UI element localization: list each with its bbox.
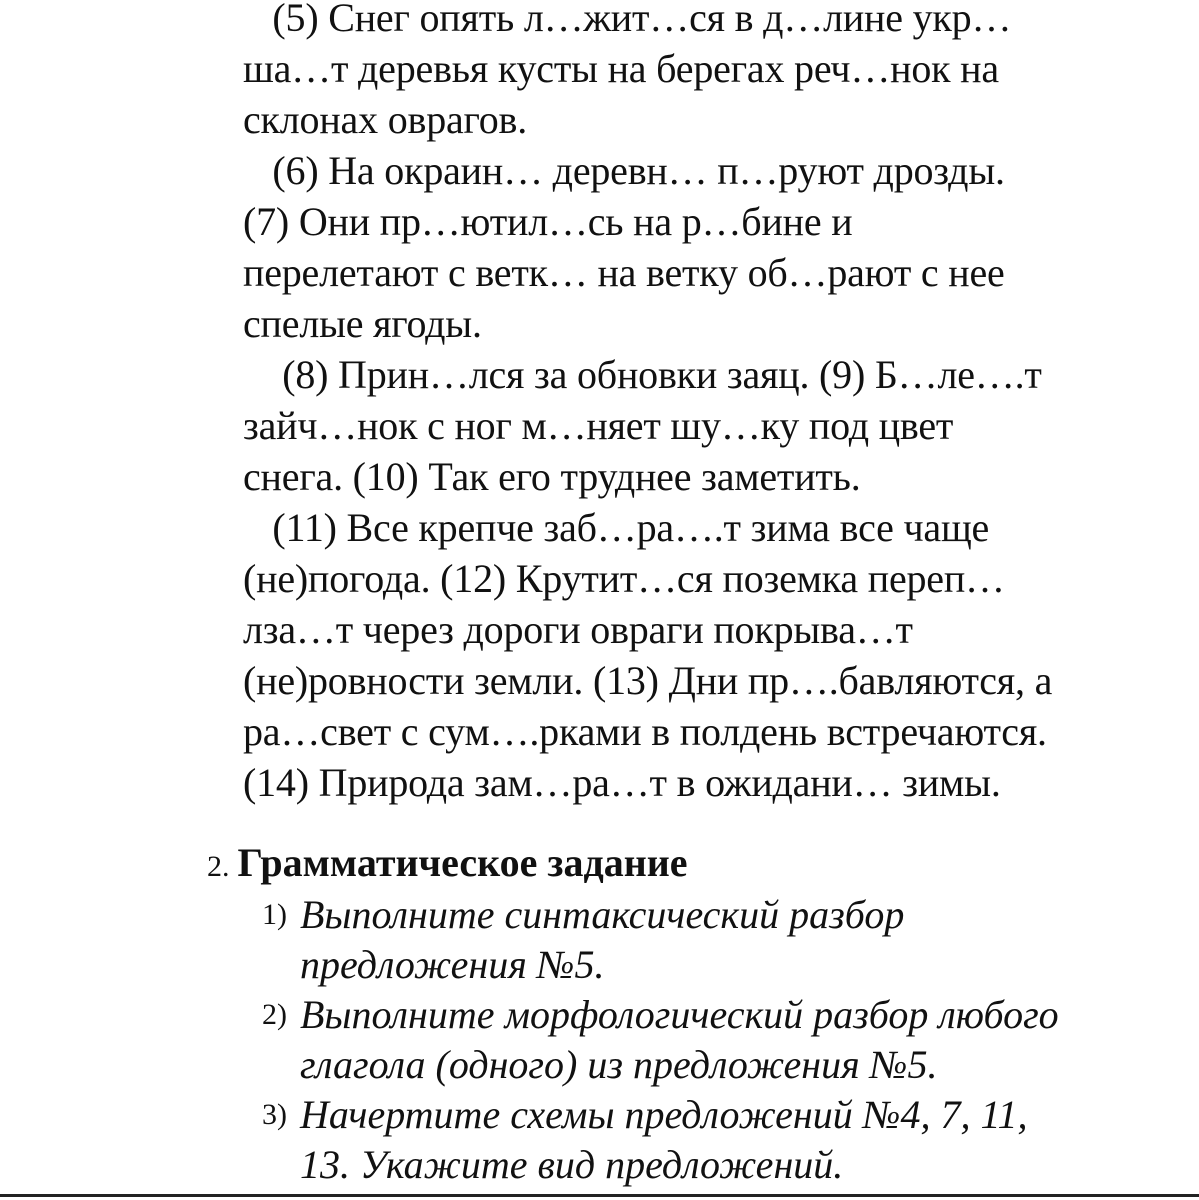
task-item — [262, 990, 1059, 1040]
text-line: (8) Прин…лся за обновки заяц. (9) Б…ле….т — [243, 352, 1042, 397]
text-line: ша…т деревья кусты на берегах реч…нок на — [243, 46, 999, 91]
task-number: 3) — [262, 1098, 287, 1131]
task-line: глагола (одного) из предложения №5. — [300, 1042, 938, 1087]
task-line: Начертите схемы предложений №4, 7, 11, — [300, 1092, 1028, 1137]
text-line: перелетают с ветк… на ветку об…рают с нее — [243, 250, 1005, 295]
text-line: лза…т через дороги овраги покрыва…т — [243, 607, 913, 652]
text-line: ра…свет с сум….рками в полдень встречаются. — [243, 709, 1047, 754]
text-line: снега. (10) Так его труднее заметить. — [243, 454, 861, 499]
task-line-continued — [300, 1040, 937, 1090]
text-line: (11) Все крепче заб…ра….т зима все чаще — [243, 505, 990, 550]
section-number: 2. — [207, 850, 230, 883]
task-item — [262, 1090, 1028, 1140]
text-line: (не)погода. (12) Крутит…ся поземка переп… — [243, 556, 1005, 601]
task-number: 1) — [262, 898, 287, 931]
task-line-continued — [300, 940, 605, 990]
section-title: Грамматическое задание — [237, 840, 688, 885]
text-line: (7) Они пр…ютил…сь на р…бине и — [243, 199, 853, 244]
task-line-continued — [300, 1140, 843, 1190]
text-line: спелые ягоды. — [243, 301, 482, 346]
task-line: предложения №5. — [300, 942, 605, 987]
bottom-border-line — [0, 1194, 1199, 1197]
task-line: Выполните морфологический разбор любого — [300, 992, 1059, 1037]
text-line: (14) Природа зам…ра…т в ожидани… зимы. — [243, 760, 1001, 805]
section-heading — [207, 840, 688, 890]
text-line: зайч…нок с ног м…няет шу…ку под цвет — [243, 403, 954, 448]
task-item — [262, 890, 905, 940]
task-number: 2) — [262, 998, 287, 1031]
task-line: 13. Укажите вид предложений. — [300, 1142, 844, 1187]
text-line: склонах оврагов. — [243, 97, 528, 142]
exercise-text — [243, 0, 1123, 808]
task-line: Выполните синтаксический разбор — [300, 892, 905, 937]
text-line: (5) Снег опять л…жит…ся в д…лине укр… — [243, 0, 1012, 40]
text-line: (не)ровности земли. (13) Дни пр….бавляются, а — [243, 658, 1053, 703]
text-line: (6) На окраин… деревн… п…руют дрозды. — [243, 148, 1005, 193]
